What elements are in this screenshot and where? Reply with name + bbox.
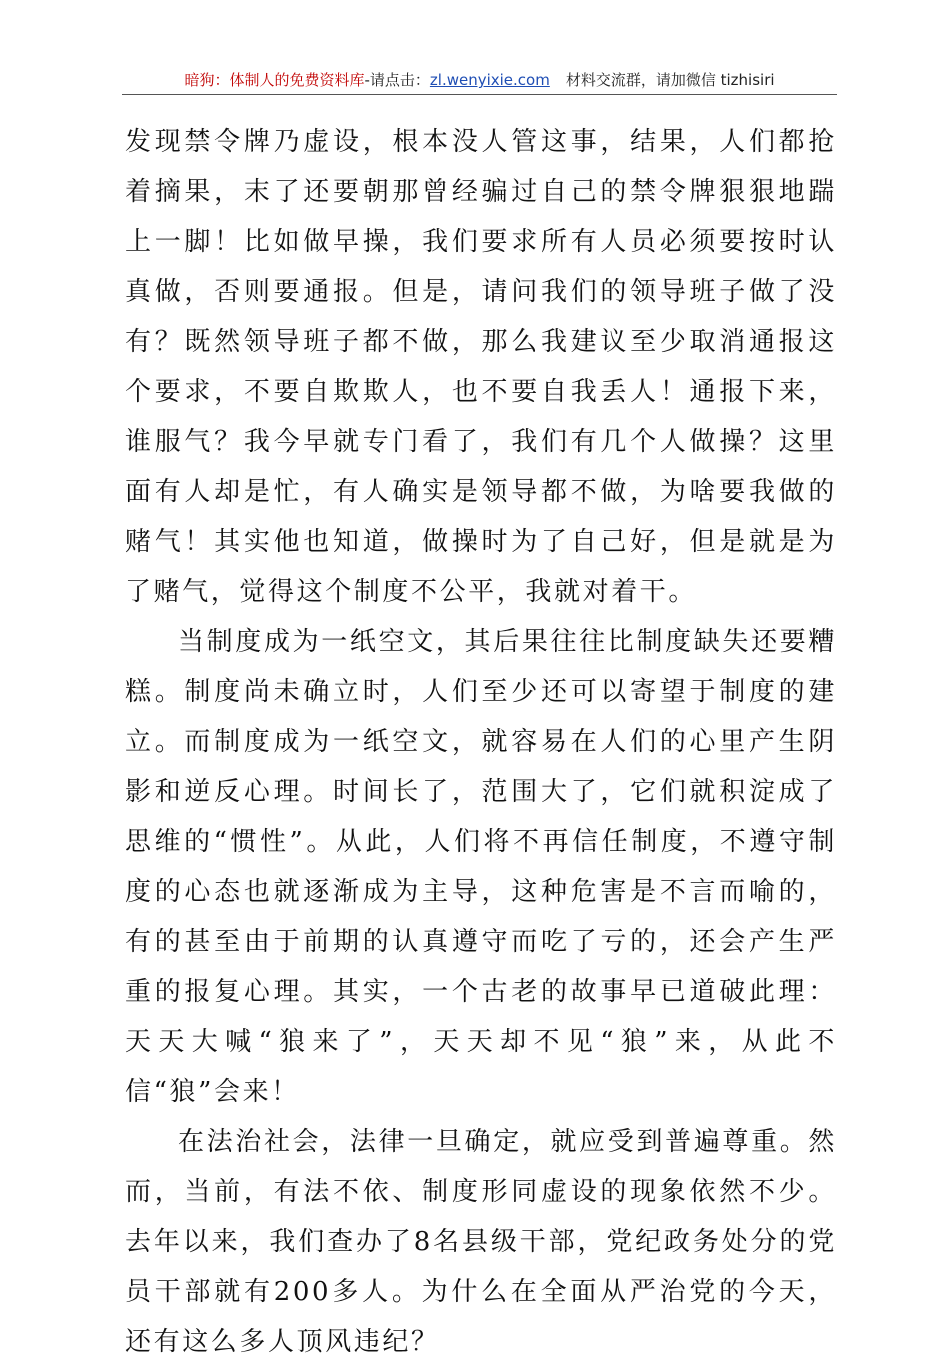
paragraph-2: 当制度成为一纸空文，其后果往往比制度缺失还要糟糕。制度尚未确立时，人们至少还可以寄望于制度的建立。而制度成为一纸空文，就容易在人们的心里产生阴影和逆反心理。时间长了，范围大了，它们就积淀成了思维的“惯性”。从此，人们将不再信任制度，不遵守制度的心态也就逐渐成为主导，这种危害是不言而喻的，有的甚至由于前期的认真遵守而吃了亏的，还会产生严重的报复心理。其实，一个古老的故事早已道破此理：天天大喊“狼来了”，天天却不见“狼”来，从此不信“狼”会来！ [125, 627, 837, 1107]
paragraph-1: 发现禁令牌乃虚设，根本没人管这事，结果，人们都抢着摘果，末了还要朝那曾经骗过自己的禁令牌狠狠地踹上一脚！比如做早操，我们要求所有人员必须要按时认真做，否则要通报。但是，请问我们的领导班子做了没有？既然领导班子都不做，那么我建议至少取消通报这个要求，不要自欺欺人，也不要自我丢人！通报下来，谁服气？我今早就专门看了，我们有几个人做操？这里面有人却是忙，有人确实是领导都不做，为啥要我做的赌气！其实他也知道，做操时为了自己好，但是就是为了赌气，觉得这个制度不公平，我就对着干。 [125, 127, 837, 607]
header-wechat-label: 材料交流群，请加微信 tizhisiri [565, 71, 775, 89]
paragraph-3: 在法治社会，法律一旦确定，就应受到普遍尊重。然而，当前，有法不依、制度形同虚设的现象依然不少。去年以来，我们查办了8名县级干部，党纪政务处分的党员干部就有200多人。为什么在全面从严治党的今天，还有这么多人顶风违纪？ [125, 1127, 837, 1357]
header-divider [122, 94, 837, 95]
page-header [122, 70, 837, 96]
header-link[interactable]: zl.wenyixie.com [429, 71, 550, 89]
header-source-label: 暗狗：体制人的免费资料库 [184, 71, 365, 89]
document-body [125, 117, 837, 1367]
header-click-label: -请点击： [364, 71, 430, 89]
